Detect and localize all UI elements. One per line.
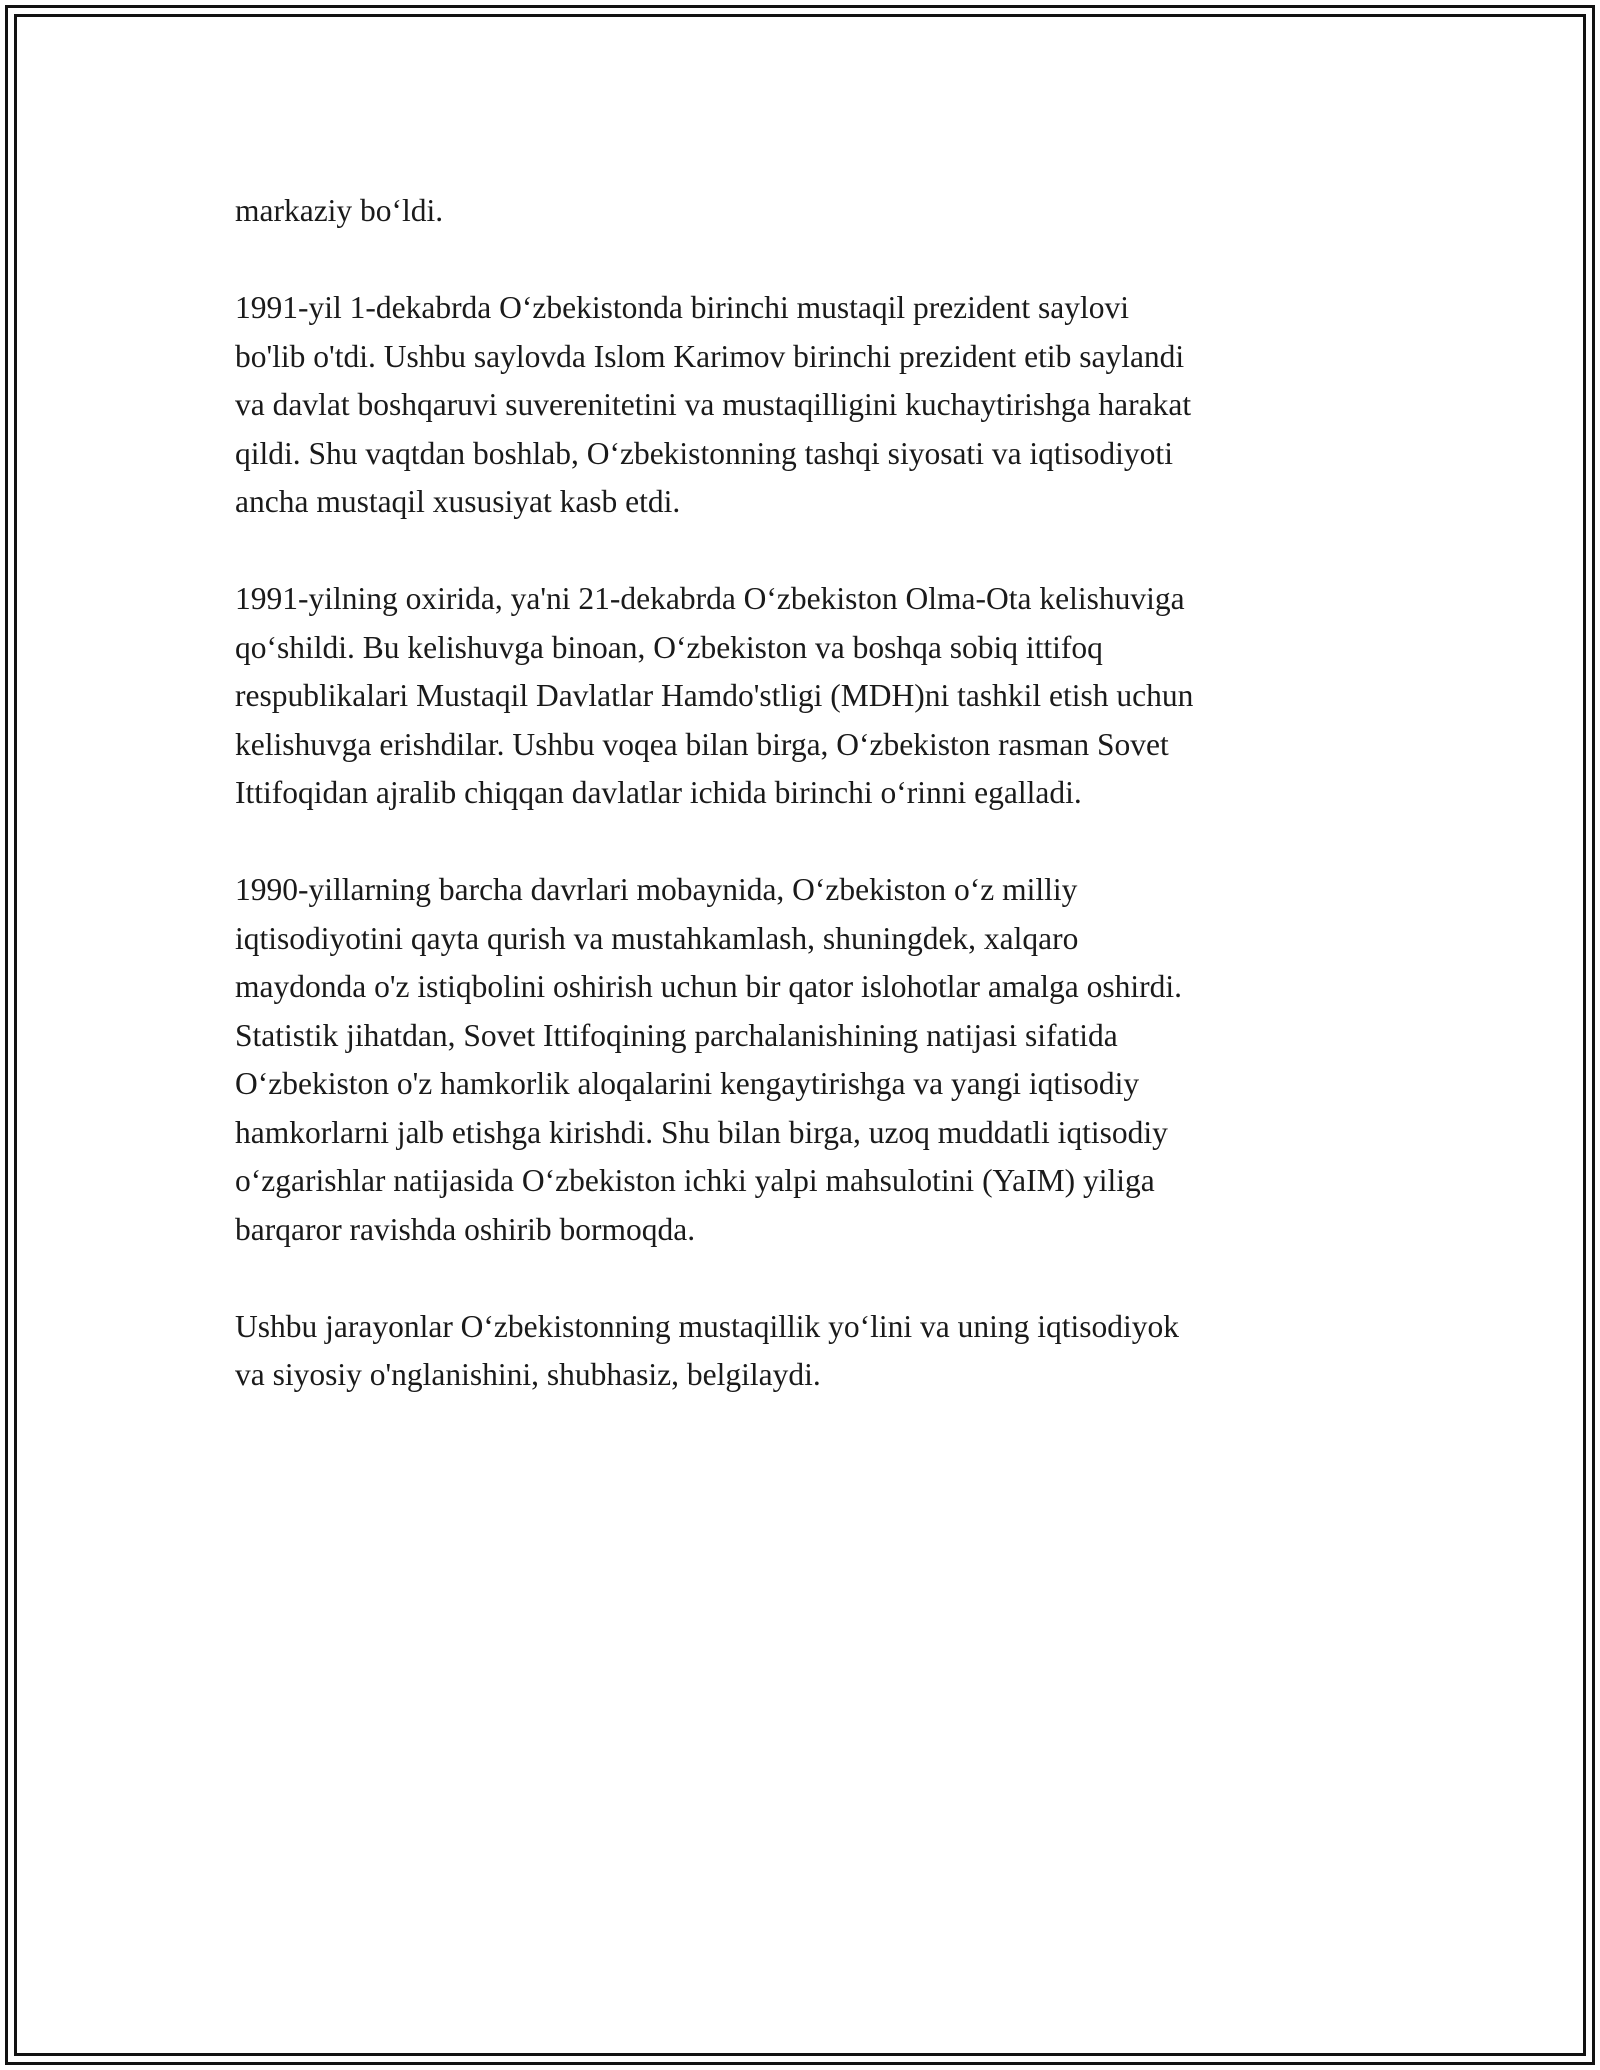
text-line: va davlat boshqaruvi suverenitetini va mustaqilligini kuchaytirishga harakat — [235, 387, 1192, 422]
text-line: O‘zbekiston o'z hamkorlik aloqalarini kengaytirishga va yangi iqtisodiy — [235, 1066, 1140, 1101]
text-line: kelishuvga erishdilar. Ushbu voqea bilan birga, O‘zbekiston rasman Sovet — [235, 726, 1169, 762]
text-line: 1990-yillarning barcha davrlari mobaynida, O‘zbekiston o‘z milliy — [235, 872, 1078, 907]
paragraph-3 — [235, 575, 1365, 818]
text-line: barqaror ravishda oshirib bormoqda. — [235, 1211, 696, 1247]
text-line: iqtisodiyotini qayta qurish va mustahkamlash, shuningdek, xalqaro — [235, 920, 1079, 956]
text-line: Ushbu jarayonlar O‘zbekistonning mustaqillik yo‘lini va uning iqtisodiyok — [235, 1308, 1180, 1344]
text-line: qo‘shildi. Bu kelishuvga binoan, O‘zbekiston va boshqa sobiq ittifoq — [235, 629, 1103, 665]
paragraph-5 — [235, 1303, 1365, 1400]
text-line: 1991-yil 1-dekabrda O‘zbekistonda birinchi mustaqil prezident saylovi — [235, 290, 1130, 325]
text-line: va siyosiy o'nglanishini, shubhasiz, belgilaydi. — [235, 1357, 821, 1392]
document-body — [235, 187, 1365, 1448]
text-line: Ittifoqidan ajralib chiqqan davlatlar ichida birinchi o‘rinni egalladi. — [235, 775, 1082, 810]
text-line: 1991-yilning oxirida, ya'ni 21-dekabrda O‘zbekiston Olma-Ota kelishuviga — [235, 581, 1185, 616]
text-line: markaziy bo‘ldi. — [235, 193, 444, 228]
text-line: qildi. Shu vaqtdan boshlab, O‘zbekistonning tashqi siyosati va iqtisodiyoti — [235, 435, 1173, 471]
text-line: Statistik jihatdan, Sovet Ittifoqining parchalanishining natijasi sifatida — [235, 1017, 1118, 1053]
paragraph-2 — [235, 284, 1365, 527]
text-line: respublikalari Mustaqil Davlatlar Hamdo'stligi (MDH)ni tashkil etish uchun — [235, 678, 1194, 713]
paragraph-4 — [235, 866, 1365, 1254]
text-line: ancha mustaqil xususiyat kasb etdi. — [235, 484, 681, 519]
text-line: o‘zgarishlar natijasida O‘zbekiston ichki yalpi mahsulotini (YaIM) yiliga — [235, 1163, 1155, 1198]
paragraph-1 — [235, 187, 1365, 236]
text-line: bo'lib o'tdi. Ushbu saylovda Islom Karimov birinchi prezident etib saylandi — [235, 338, 1185, 374]
text-line: maydonda o'z istiqbolini oshirish uchun bir qator islohotlar amalga oshirdi. — [235, 969, 1183, 1004]
text-line: hamkorlarni jalb etishga kirishdi. Shu bilan birga, uzoq muddatli iqtisodiy — [235, 1114, 1168, 1150]
